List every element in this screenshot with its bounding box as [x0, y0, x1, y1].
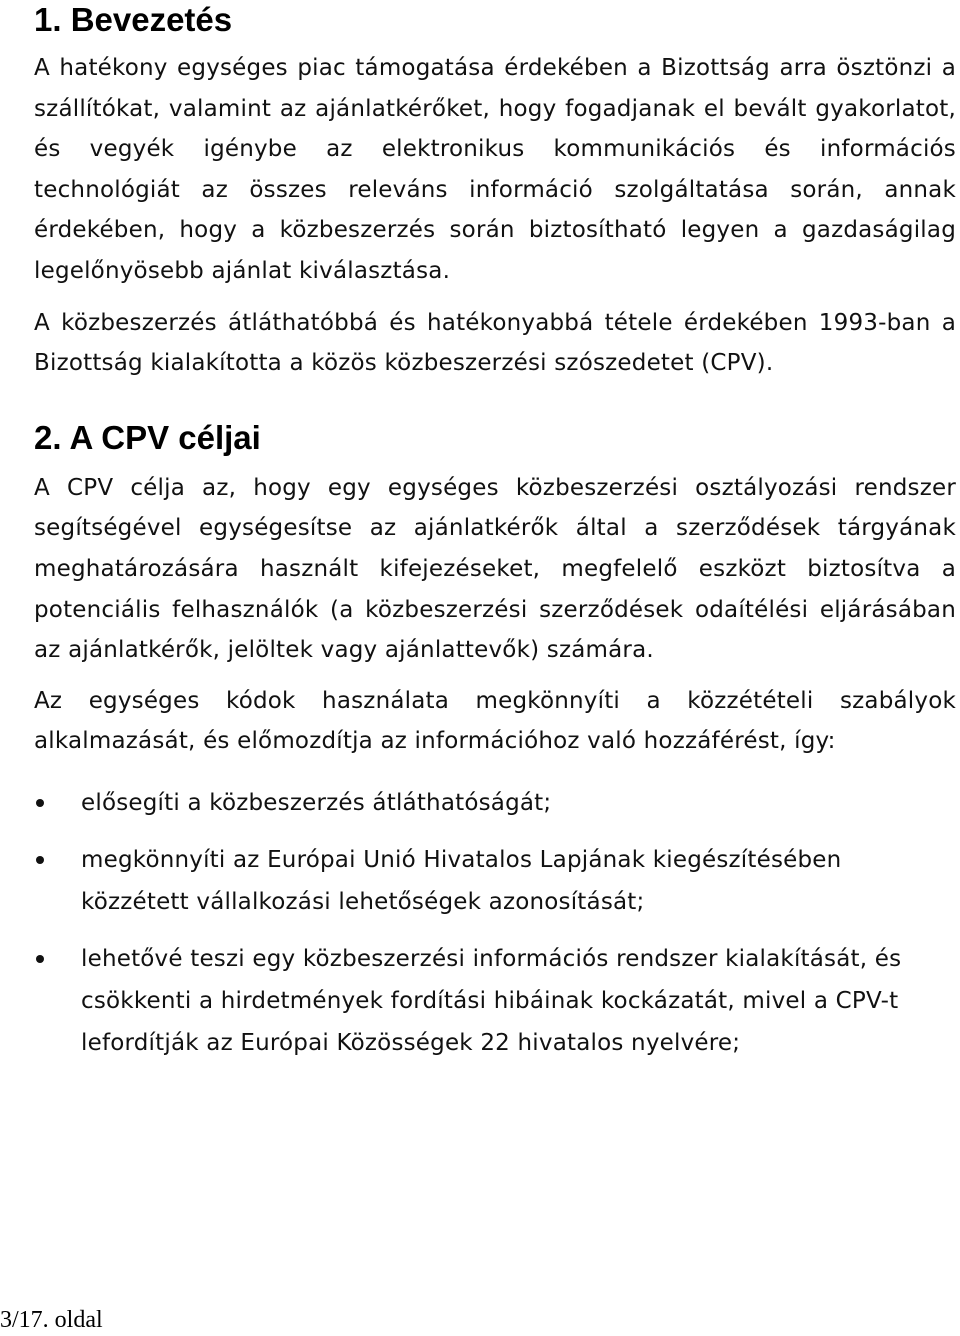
document-page: [34, 0, 956, 1064]
bullet-text: megkönnyíti az Európai Unió Hivatalos Lapjának kiegészítésében közzétett vállalkozási lehetőségek azonosítását;: [81, 846, 842, 915]
bullet-icon: [36, 955, 44, 963]
section-2-heading: 2. A CPV céljai: [34, 418, 261, 456]
section-1-paragraph-1: A hatékony egységes piac támogatása érdekében a Bizottság arra ösztönzi a szállítókat, valamint az ajánlatkérőket, hogy fogadjanak el bevált gyakorlatot, és vegyék igénybe az elektronikus kommunikációs és információs technológiát az összes releváns információ szolgáltatása során, annak érdekében, hogy a közbeszerzés során biztosítható legyen a gazdaságilag legelőnyösebb ajánlat kiválasztása.: [34, 55, 956, 284]
bullet-text: elősegíti a közbeszerzés átláthatóságát;: [81, 789, 552, 816]
bullet-list: [34, 782, 956, 1064]
section-2-paragraph-1: A CPV célja az, hogy egy egységes közbeszerzési osztályozási rendszer segítségével egységesítse az ajánlatkérők által a szerződések tárgyának meghatározására használt kifejezéseket, megfelelő eszközt biztosítva a potenciális felhasználók (a közbeszerzési szerződések odaítélési eljárásában az ajánlatkérők, jelöltek vagy ajánlattevők) számára.: [34, 474, 956, 664]
section-2-paragraph-2: Az egységes kódok használata megkönnyíti a közzétételi szabályok alkalmazását, és előmozdítja az információhoz való hozzáférést, így:: [34, 687, 956, 755]
bullet-item: [34, 782, 956, 824]
section-1-paragraph-2: A közbeszerzés átláthatóbbá és hatékonyabbá tétele érdekében 1993-ban a Bizottság kialakította a közös közbeszerzési szószedetet (CPV).: [34, 309, 956, 377]
bullet-icon: [36, 856, 44, 864]
page-number: 3/17. oldal: [0, 1307, 103, 1333]
section-1-heading: 1. Bevezetés: [34, 1, 233, 38]
bullet-icon: [36, 799, 44, 807]
bullet-item: [34, 938, 956, 1064]
bullet-text: lehetővé teszi egy közbeszerzési információs rendszer kialakítását, és csökkenti a hirdetmények fordítási hibáinak kockázatát, mivel a CPV-t lefordítják az Európai Közösségek 22 hivatalos nyelvére;: [81, 945, 902, 1056]
bullet-item: [34, 839, 956, 923]
